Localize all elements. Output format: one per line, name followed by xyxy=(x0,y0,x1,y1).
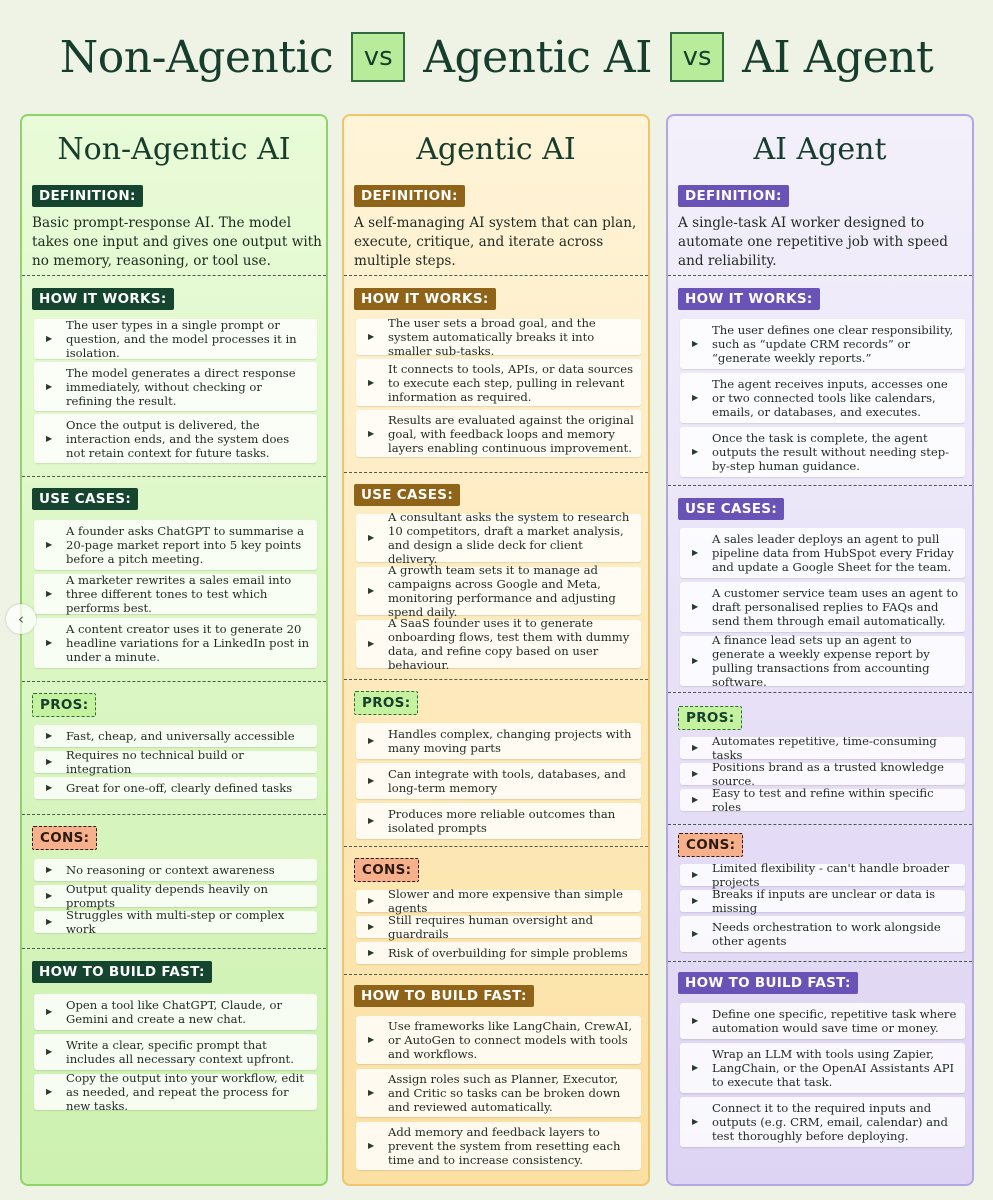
arrow-right-icon: ▶ xyxy=(692,896,699,905)
arrow-right-icon: ▶ xyxy=(692,339,699,348)
arrow-right-icon: ▶ xyxy=(692,548,699,557)
divider xyxy=(344,275,648,276)
arrow-right-icon: ▶ xyxy=(46,1087,53,1096)
arrow-right-icon: ▶ xyxy=(46,783,53,792)
use-case-item: ▶ A sales leader deploys an agent to pull pipeline data from HubSpot every Friday and update a Google Sheet for the team. xyxy=(680,528,965,578)
how-to-build-fast-badge: HOW TO BUILD FAST: xyxy=(354,985,534,1007)
divider xyxy=(344,846,648,847)
cons-item: ▶ Breaks if inputs are unclear or data is missing xyxy=(680,890,965,912)
use-case-item: ▶ A SaaS founder uses it to generate onboarding flows, test them with dummy data, and refine copy based on user behaviour. xyxy=(356,620,641,668)
how-it-works-item: ▶ Once the task is complete, the agent outputs the result without needing step-by-step human guidance. xyxy=(680,427,965,477)
arrow-right-icon: ▶ xyxy=(46,1007,53,1016)
use-case-item: ▶ A founder asks ChatGPT to summarise a 20-page market report into 5 key points before a pitch meeting. xyxy=(34,520,317,570)
build-step-item: ▶ Copy the output into your workflow, edit as needed, and repeat the process for new tasks. xyxy=(34,1074,317,1110)
build-step-item: ▶ Write a clear, specific prompt that includes all necessary context upfront. xyxy=(34,1034,317,1070)
cons-item: ▶ No reasoning or context awareness xyxy=(34,859,317,881)
column-ai-agent xyxy=(666,114,974,1186)
arrow-right-icon: ▶ xyxy=(368,776,375,785)
arrow-right-icon: ▶ xyxy=(368,1088,375,1097)
how-it-works-badge: HOW IT WORKS: xyxy=(354,288,496,310)
divider xyxy=(22,948,326,949)
build-step-item: ▶ Open a tool like ChatGPT, Claude, or Gemini and create a new chat. xyxy=(34,994,317,1030)
build-step-item: ▶ Connect it to the required inputs and outputs (e.g. CRM, email, calendar) and test thoroughly before deploying. xyxy=(680,1097,965,1147)
how-it-works-badge: HOW IT WORKS: xyxy=(678,288,820,310)
pros-item: ▶ Great for one-off, clearly defined tasks xyxy=(34,777,317,799)
definition-text: Basic prompt-response AI. The model takes one input and gives one output with no memory, reasoning, or tool use. xyxy=(32,215,322,269)
arrow-right-icon: ▶ xyxy=(368,948,375,957)
divider xyxy=(344,679,648,680)
cons-badge: CONS: xyxy=(678,833,743,857)
use-case-item: ▶ A finance lead sets up an agent to generate a weekly expense report by pulling transactions from accounting software. xyxy=(680,636,965,686)
header-title-agentic-ai: Agentic AI xyxy=(423,31,653,83)
definition-badge: DEFINITION: xyxy=(32,185,143,207)
how-it-works-badge: HOW IT WORKS: xyxy=(32,288,174,310)
vs-badge: vs xyxy=(670,32,724,82)
pros-badge: PROS: xyxy=(32,693,96,717)
arrow-right-icon: ▶ xyxy=(368,896,375,905)
build-step-item: ▶ Add memory and feedback layers to prevent the system from resetting each time and to increase consistency. xyxy=(356,1122,641,1170)
header-title-ai-agent: AI Agent xyxy=(742,31,934,83)
build-step-item: ▶ Define one specific, repetitive task where automation would save time or money. xyxy=(680,1003,965,1039)
arrow-right-icon: ▶ xyxy=(368,1141,375,1150)
divider xyxy=(668,961,972,962)
use-cases-badge: USE CASES: xyxy=(354,484,460,506)
divider xyxy=(344,472,648,473)
divider xyxy=(668,485,972,486)
arrow-right-icon: ▶ xyxy=(692,769,699,778)
cons-item: ▶ Limited flexibility - can't handle broader projects xyxy=(680,864,965,886)
arrow-right-icon: ▶ xyxy=(692,1016,699,1025)
arrow-right-icon: ▶ xyxy=(692,929,699,938)
cons-item: ▶ Risk of overbuilding for simple problems xyxy=(356,942,641,964)
arrow-right-icon: ▶ xyxy=(46,540,53,549)
arrow-right-icon: ▶ xyxy=(46,589,53,598)
arrow-right-icon: ▶ xyxy=(368,639,375,648)
arrow-right-icon: ▶ xyxy=(46,731,53,740)
arrow-right-icon: ▶ xyxy=(692,447,699,456)
arrow-right-icon: ▶ xyxy=(46,334,53,343)
chevron-left-icon: ‹ xyxy=(18,610,24,628)
vs-badge: vs xyxy=(351,32,405,82)
arrow-right-icon: ▶ xyxy=(692,656,699,665)
cons-item: ▶ Slower and more expensive than simple agents xyxy=(356,890,641,912)
how-to-build-fast-badge: HOW TO BUILD FAST: xyxy=(678,972,858,994)
build-step-item: ▶ Assign roles such as Planner, Executor, and Critic so tasks can be broken down and reviewed automatically. xyxy=(356,1069,641,1117)
divider xyxy=(22,681,326,682)
how-it-works-item: ▶ Once the output is delivered, the interaction ends, and the system does not retain context for future tasks. xyxy=(34,414,317,463)
column-title: Agentic AI xyxy=(416,132,576,167)
divider xyxy=(22,476,326,477)
how-it-works-item: ▶ The agent receives inputs, accesses one or two connected tools like calendars, emails, or databases, and executes. xyxy=(680,373,965,423)
arrow-right-icon: ▶ xyxy=(692,870,699,879)
pros-item: ▶ Produces more reliable outcomes than isolated prompts xyxy=(356,803,641,839)
use-cases-badge: USE CASES: xyxy=(678,498,784,520)
how-it-works-item: ▶ Results are evaluated against the original goal, with feedback loops and memory layers enabling continuous improvement. xyxy=(356,410,641,457)
build-step-item: ▶ Wrap an LLM with tools using Zapier, LangChain, or the OpenAI Assistants API to execute that task. xyxy=(680,1043,965,1093)
divider xyxy=(344,974,648,975)
arrow-right-icon: ▶ xyxy=(46,638,53,647)
arrow-right-icon: ▶ xyxy=(692,1063,699,1072)
column-title: Non-Agentic AI xyxy=(57,132,291,167)
cons-item: ▶ Needs orchestration to work alongside other agents xyxy=(680,916,965,952)
arrow-right-icon: ▶ xyxy=(368,922,375,931)
use-case-item: ▶ A content creator uses it to generate 20 headline variations for a LinkedIn post in under a minute. xyxy=(34,618,317,668)
arrow-right-icon: ▶ xyxy=(46,433,53,443)
arrow-right-icon: ▶ xyxy=(46,381,53,391)
divider xyxy=(668,824,972,825)
definition-badge: DEFINITION: xyxy=(678,185,789,207)
use-case-item: ▶ A growth team sets it to manage ad campaigns across Google and Meta, monitoring performance and adjusting spend daily. xyxy=(356,567,641,615)
use-case-item: ▶ A consultant asks the system to research 10 competitors, draft a market analysis, and design a slide deck for client delivery. xyxy=(356,514,641,562)
divider xyxy=(22,275,326,276)
arrow-right-icon: ▶ xyxy=(368,332,375,341)
cons-badge: CONS: xyxy=(354,858,419,882)
how-it-works-item: ▶ It connects to tools, APIs, or data sources to execute each step, pulling in relevant information as required. xyxy=(356,359,641,406)
cons-badge: CONS: xyxy=(32,826,97,850)
header-title-non-agentic: Non-Agentic xyxy=(59,31,334,83)
arrow-right-icon: ▶ xyxy=(692,393,699,402)
arrow-right-icon: ▶ xyxy=(692,795,699,804)
pros-item: ▶ Automates repetitive, time-consuming tasks xyxy=(680,737,965,759)
carousel-prev-button[interactable] xyxy=(6,604,36,634)
arrow-right-icon: ▶ xyxy=(46,757,53,766)
page-header xyxy=(0,22,993,92)
arrow-right-icon: ▶ xyxy=(46,1047,53,1056)
how-it-works-item: ▶ The model generates a direct response immediately, without checking or refining the result. xyxy=(34,362,317,411)
arrow-right-icon: ▶ xyxy=(692,743,699,752)
arrow-right-icon: ▶ xyxy=(46,917,53,926)
pros-item: ▶ Can integrate with tools, databases, and long-term memory xyxy=(356,763,641,799)
arrow-right-icon: ▶ xyxy=(368,377,375,387)
how-it-works-item: ▶ The user defines one clear responsibility, such as “update CRM records” or “generate weekly reports.” xyxy=(680,319,965,369)
arrow-right-icon: ▶ xyxy=(692,1117,699,1126)
how-it-works-item: ▶ The user sets a broad goal, and the system automatically breaks it into smaller sub-tasks. xyxy=(356,319,641,355)
divider xyxy=(668,692,972,693)
arrow-right-icon: ▶ xyxy=(46,891,53,900)
column-non-agentic-ai xyxy=(20,114,328,1186)
arrow-right-icon: ▶ xyxy=(692,602,699,611)
pros-item: ▶ Easy to test and refine within specific roles xyxy=(680,789,965,811)
build-step-item: ▶ Use frameworks like LangChain, CrewAI, or AutoGen to connect models with tools and workflows. xyxy=(356,1016,641,1064)
divider xyxy=(22,814,326,815)
use-case-item: ▶ A customer service team uses an agent to draft personalised replies to FAQs and send them through email automatically. xyxy=(680,582,965,632)
definition-text: A self-managing AI system that can plan, execute, critique, and iterate across multiple steps. xyxy=(354,215,637,269)
column-title: AI Agent xyxy=(753,132,887,167)
arrow-right-icon: ▶ xyxy=(368,736,375,745)
how-it-works-item: ▶ The user types in a single prompt or question, and the model processes it in isolation. xyxy=(34,319,317,359)
arrow-right-icon: ▶ xyxy=(368,533,375,542)
pros-badge: PROS: xyxy=(354,691,418,715)
pros-item: ▶ Handles complex, changing projects with many moving parts xyxy=(356,723,641,759)
cons-item: ▶ Still requires human oversight and guardrails xyxy=(356,916,641,938)
arrow-right-icon: ▶ xyxy=(368,1035,375,1044)
column-agentic-ai xyxy=(342,114,650,1186)
arrow-right-icon: ▶ xyxy=(368,816,375,825)
arrow-right-icon: ▶ xyxy=(368,586,375,595)
definition-text: A single-task AI worker designed to automate one repetitive job with speed and reliability. xyxy=(678,215,949,269)
use-cases-badge: USE CASES: xyxy=(32,488,138,510)
cons-item: ▶ Output quality depends heavily on prompts xyxy=(34,885,317,907)
how-to-build-fast-badge: HOW TO BUILD FAST: xyxy=(32,961,212,983)
arrow-right-icon: ▶ xyxy=(46,865,53,874)
use-case-item: ▶ A marketer rewrites a sales email into three different tones to test which performs best. xyxy=(34,574,317,614)
pros-badge: PROS: xyxy=(678,706,742,730)
arrow-right-icon: ▶ xyxy=(368,428,375,438)
cons-item: ▶ Struggles with multi-step or complex work xyxy=(34,911,317,933)
pros-item: ▶ Requires no technical build or integration xyxy=(34,751,317,773)
pros-item: ▶ Fast, cheap, and universally accessible xyxy=(34,725,317,747)
definition-badge: DEFINITION: xyxy=(354,185,465,207)
pros-item: ▶ Positions brand as a trusted knowledge source. xyxy=(680,763,965,785)
divider xyxy=(668,275,972,276)
